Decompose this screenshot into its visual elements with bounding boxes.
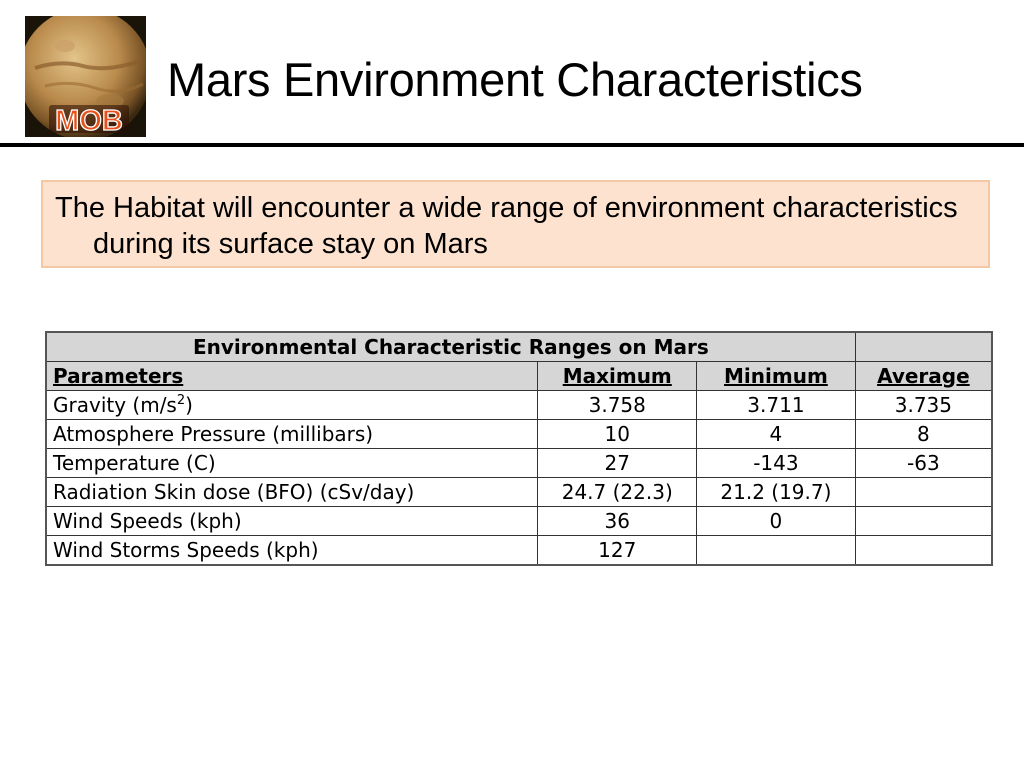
min-cell: 3.711 <box>697 391 856 420</box>
min-cell: 21.2 (19.7) <box>697 478 856 507</box>
avg-cell: 3.735 <box>855 391 992 420</box>
max-cell: 127 <box>538 536 697 566</box>
table-row <box>46 420 992 449</box>
min-cell: 0 <box>697 507 856 536</box>
summary-text: The Habitat will encounter a wide range of environment characteristics during its surface stay on Mars <box>55 192 958 260</box>
max-cell: 36 <box>538 507 697 536</box>
table-caption-empty <box>855 332 992 362</box>
mars-planet-icon <box>25 16 146 137</box>
max-cell: 27 <box>538 449 697 478</box>
table-row <box>46 536 992 566</box>
header-parameters: Parameters <box>46 362 538 391</box>
param-cell: Radiation Skin dose (BFO) (cSv/day) <box>46 478 538 507</box>
param-superscript: 2 <box>176 393 186 408</box>
avg-cell <box>855 507 992 536</box>
table-row <box>46 449 992 478</box>
logo-text: MOB <box>55 105 123 137</box>
header-maximum: Maximum <box>538 362 697 391</box>
max-cell: 3.758 <box>538 391 697 420</box>
title-divider <box>0 143 1024 147</box>
param-cell: Wind Speeds (kph) <box>46 507 538 536</box>
table-header-row <box>46 362 992 391</box>
mob-logo <box>25 16 146 137</box>
page-title: Mars Environment Characteristics <box>167 53 863 106</box>
table-row <box>46 391 992 420</box>
param-suffix: ) <box>185 393 193 417</box>
param-cell: Atmosphere Pressure (millibars) <box>46 420 538 449</box>
summary-callout <box>41 180 990 268</box>
avg-cell: 8 <box>855 420 992 449</box>
environment-table <box>45 331 993 566</box>
table-row <box>46 478 992 507</box>
header-average: Average <box>855 362 992 391</box>
param-cell: Temperature (C) <box>46 449 538 478</box>
min-cell <box>697 536 856 566</box>
header-minimum: Minimum <box>697 362 856 391</box>
min-cell: -143 <box>697 449 856 478</box>
param-cell: Wind Storms Speeds (kph) <box>46 536 538 566</box>
table-caption: Environmental Characteristic Ranges on Mars <box>46 332 855 362</box>
avg-cell <box>855 536 992 566</box>
avg-cell <box>855 478 992 507</box>
max-cell: 10 <box>538 420 697 449</box>
param-cell <box>46 391 538 420</box>
table-caption-row <box>46 332 992 362</box>
table-row <box>46 507 992 536</box>
param-text: Gravity (m/s <box>53 393 177 417</box>
max-cell: 24.7 (22.3) <box>538 478 697 507</box>
avg-cell: -63 <box>855 449 992 478</box>
min-cell: 4 <box>697 420 856 449</box>
